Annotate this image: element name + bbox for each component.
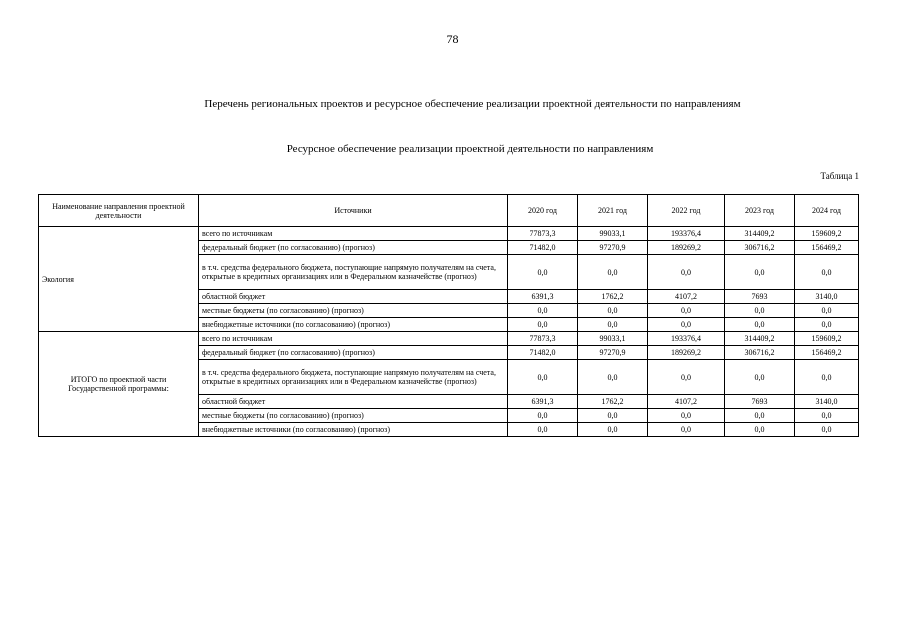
value-cell: 0,0 — [508, 409, 578, 423]
value-cell: 0,0 — [508, 423, 578, 437]
table-row — [39, 227, 859, 241]
value-cell: 0,0 — [578, 304, 648, 318]
value-cell: 0,0 — [508, 318, 578, 332]
source-cell: в т.ч. средства федерального бюджета, поступающие напрямую получателям на счета, открытые в кредитных организациях или в Федеральном казначействе (прогноз) — [199, 360, 508, 395]
header-2021: 2021 год — [578, 195, 648, 227]
value-cell: 99033,1 — [578, 332, 648, 346]
table-row — [39, 332, 859, 346]
table-title: Ресурсное обеспечение реализации проектной деятельности по направлениям — [286, 143, 654, 155]
value-cell: 193376,4 — [648, 332, 725, 346]
value-cell: 0,0 — [795, 360, 859, 395]
value-cell: 97270,9 — [578, 346, 648, 360]
value-cell: 193376,4 — [648, 227, 725, 241]
source-cell: областной бюджет — [199, 290, 508, 304]
source-cell: внебюджетные источники (по согласованию) (прогноз) — [199, 318, 508, 332]
value-cell: 159609,2 — [795, 227, 859, 241]
value-cell: 189269,2 — [648, 346, 725, 360]
page-number: 78 — [446, 32, 459, 46]
source-cell: федеральный бюджет (по согласованию) (прогноз) — [199, 346, 508, 360]
value-cell: 0,0 — [648, 318, 725, 332]
value-cell: 99033,1 — [578, 227, 648, 241]
value-cell: 0,0 — [725, 304, 795, 318]
value-cell: 4107,2 — [648, 395, 725, 409]
source-cell: внебюджетные источники (по согласованию) (прогноз) — [199, 423, 508, 437]
header-2022: 2022 год — [648, 195, 725, 227]
value-cell: 0,0 — [648, 360, 725, 395]
value-cell: 0,0 — [795, 318, 859, 332]
header-2020: 2020 год — [508, 195, 578, 227]
value-cell: 0,0 — [508, 360, 578, 395]
value-cell: 0,0 — [578, 409, 648, 423]
value-cell: 0,0 — [725, 409, 795, 423]
value-cell: 1762,2 — [578, 395, 648, 409]
source-cell: местные бюджеты (по согласованию) (прогноз) — [199, 304, 508, 318]
value-cell: 7693 — [725, 395, 795, 409]
value-cell: 77873,3 — [508, 332, 578, 346]
value-cell: 0,0 — [648, 304, 725, 318]
page-title: Перечень региональных проектов и ресурсное обеспечение реализации проектной деятельности по направлениям — [204, 98, 741, 110]
value-cell: 0,0 — [578, 423, 648, 437]
value-cell: 0,0 — [795, 423, 859, 437]
value-cell: 3140,0 — [795, 290, 859, 304]
value-cell: 71482,0 — [508, 241, 578, 255]
table-header-row — [39, 195, 859, 227]
value-cell: 0,0 — [725, 255, 795, 290]
value-cell: 0,0 — [795, 255, 859, 290]
source-cell: в т.ч. средства федерального бюджета, поступающие напрямую получателям на счета, открытые в кредитных организациях или в Федеральном казначействе (прогноз) — [199, 255, 508, 290]
value-cell: 306716,2 — [725, 346, 795, 360]
value-cell: 314409,2 — [725, 332, 795, 346]
header-direction: Наименование направления проектной деятельности — [39, 195, 199, 227]
value-cell: 314409,2 — [725, 227, 795, 241]
value-cell: 71482,0 — [508, 346, 578, 360]
value-cell: 0,0 — [795, 409, 859, 423]
value-cell: 156469,2 — [795, 241, 859, 255]
direction-name-cell: Экология — [39, 227, 199, 332]
header-2024: 2024 год — [795, 195, 859, 227]
source-cell: областной бюджет — [199, 395, 508, 409]
value-cell: 189269,2 — [648, 241, 725, 255]
value-cell: 77873,3 — [508, 227, 578, 241]
value-cell: 0,0 — [725, 360, 795, 395]
value-cell: 97270,9 — [578, 241, 648, 255]
value-cell: 0,0 — [648, 409, 725, 423]
value-cell: 156469,2 — [795, 346, 859, 360]
source-cell: всего по источникам — [199, 227, 508, 241]
value-cell: 0,0 — [578, 318, 648, 332]
header-sources: Источники — [199, 195, 508, 227]
header-2023: 2023 год — [725, 195, 795, 227]
value-cell: 0,0 — [578, 255, 648, 290]
resources-table — [38, 194, 859, 437]
source-cell: местные бюджеты (по согласованию) (прогноз) — [199, 409, 508, 423]
value-cell: 159609,2 — [795, 332, 859, 346]
value-cell: 0,0 — [648, 255, 725, 290]
direction-name-cell: ИТОГО по проектной части Государственной программы: — [39, 332, 199, 437]
source-cell: всего по источникам — [199, 332, 508, 346]
value-cell: 306716,2 — [725, 241, 795, 255]
value-cell: 0,0 — [648, 423, 725, 437]
value-cell: 7693 — [725, 290, 795, 304]
value-cell: 0,0 — [508, 304, 578, 318]
table-label: Таблица 1 — [820, 171, 859, 181]
value-cell: 1762,2 — [578, 290, 648, 304]
value-cell: 0,0 — [725, 423, 795, 437]
value-cell: 0,0 — [578, 360, 648, 395]
source-cell: федеральный бюджет (по согласованию) (прогноз) — [199, 241, 508, 255]
value-cell: 0,0 — [508, 255, 578, 290]
value-cell: 4107,2 — [648, 290, 725, 304]
value-cell: 0,0 — [795, 304, 859, 318]
value-cell: 6391,3 — [508, 395, 578, 409]
value-cell: 0,0 — [725, 318, 795, 332]
value-cell: 6391,3 — [508, 290, 578, 304]
value-cell: 3140,0 — [795, 395, 859, 409]
